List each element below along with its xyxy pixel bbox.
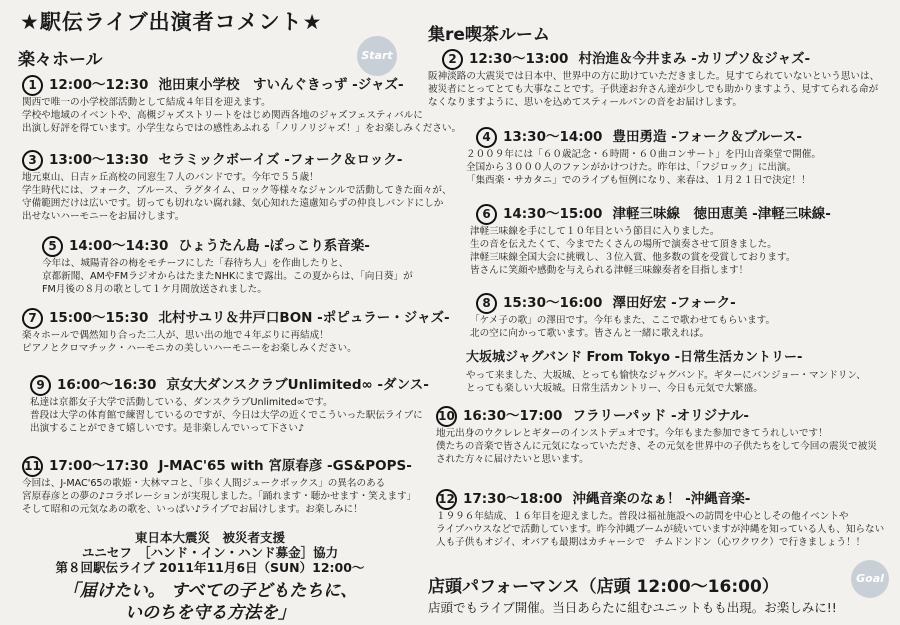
performance-item-3 — [22, 148, 452, 223]
slot-time: 17:30～18:00 — [463, 491, 563, 507]
performance-item-6 — [470, 202, 831, 277]
performer-name: 大坂城ジャグバンド From Tokyo -日常生活カントリー- — [466, 350, 803, 365]
performer-comment: 地元東山、日吉ヶ丘高校の同窓生７人のバンドです。今年で５５歳！ 学生時代には、フォーク、ブルース、ラグタイム、ロック等様々なジャンルで活動してきた面々が、 守備範囲だけは広いです。切っても切れない腐れ縁、気心知れた遠慮知らずの仲良しバンドにしか 出せないハーモニーをお届けします。 — [22, 171, 452, 222]
slot-number-badge: 7 — [22, 308, 43, 329]
performance-item-9 — [30, 373, 429, 435]
slot-number-badge: 3 — [22, 150, 43, 171]
performer-name: 村治進＆今井まみ -カリプソ＆ジャズ- — [578, 51, 811, 67]
slot-time: 12:30～13:00 — [469, 51, 569, 67]
performer-comment: 地元出身のウクレレとギターのインストデュオです。今年もまた参加できてうれしいです！ 僕たちの音楽で皆さんに元気になっていただき、その元気を世界中の子供たちをして今回の震災で被災 された方々に届けたいと思います。 — [436, 427, 877, 465]
performer-name: 津軽三味線 徳田恵美 -津軽三味線- — [612, 206, 831, 222]
slot-time: 17:00～17:30 — [49, 458, 149, 474]
performance-item-jug-band — [466, 346, 866, 395]
slot-number-badge: 10 — [436, 406, 457, 427]
page-title: ★駅伝ライブ出演者コメント★ — [20, 10, 323, 34]
performer-name: フラリーパッド -オリジナル- — [572, 408, 750, 424]
slot-number-badge: 5 — [42, 236, 63, 257]
slot-time: 13:30～14:00 — [503, 129, 603, 145]
storefront-performance-desc: 店頭でもライブ開催。当日あらたに組むユニットもも出現。お楽しみに!! — [428, 600, 837, 615]
performer-comment: １９９６年結成、１６年目を迎えました。普段は福祉施設への訪問を中心としその他イベントや ライブハウスなどで活動しています。昨今沖縄ブームが続いていますが沖縄を知っている人も、知らない 人も子供もオジイ、オバアも最期はカチャーシで チムドンドン（心ワクワク）で行きましょう！！ — [436, 510, 885, 548]
performance-item-11 — [22, 454, 416, 516]
storefront-performance-title: 店頭パフォーマンス（店頭 12:00～16:00） — [428, 577, 779, 597]
slot-time: 13:00～13:30 — [49, 152, 149, 168]
slot-time: 12:00～12:30 — [49, 77, 149, 93]
slogan: 「届けたい。 すべての子どもたちに、 いのちを守る方法を」 — [62, 581, 358, 623]
goal-stamp: Goal — [851, 560, 889, 598]
start-stamp: Start — [357, 36, 397, 76]
performer-comment: 津軽三味線を手にして１０年目という節目に入りました。 生の音を伝えたくて、今までたくさんの場所で演奏させて頂きました。 津軽三味線全国大会に挑戦し、３位入賞、他多数の賞を受賞しております。 皆さんに笑顔や感動を与えられる津軽三味線奏者を目指します！ — [470, 225, 796, 276]
slot-time: 16:30～17:00 — [463, 408, 563, 424]
performer-name: 豊田勇造 -フォーク＆ブルース- — [612, 129, 802, 145]
slot-time: 14:30～15:00 — [503, 206, 603, 222]
performer-name: J-MAC'65 with 宮原春彦 -GS&POPS- — [158, 458, 412, 474]
slot-number-badge: 8 — [476, 293, 497, 314]
performer-comment: 関西で唯一の小学校部活動として結成４年目を迎えます。 学校や地域のイベントや、高槻ジャズストリートをはじめ関西各地のジャズフェスティバルに 出演し好評を得ています。小学生ならではの感性あふれる「ノリノリジャズ！」をお楽しみください。 — [22, 96, 462, 134]
slot-number-badge: 1 — [22, 75, 43, 96]
performance-item-8 — [470, 291, 775, 340]
performance-item-2 — [428, 47, 879, 109]
performer-comment: 楽々ホールで偶然知り合った二人が、思い出の地で４年ぶりに再結成！ ピアノとクロマチック・ハーモニカの美しいハーモニーをお楽しみください。 — [22, 329, 357, 354]
performer-name: 澤田好宏 -フォーク- — [612, 295, 736, 311]
performer-name: 池田東小学校 すいんぐきっず -ジャズ- — [158, 77, 404, 93]
venue-title-right: 集re喫茶ルーム — [428, 25, 550, 45]
slot-number-badge: 9 — [30, 375, 51, 396]
performer-comment: 「ケメ子の歌」の澤田です。今年もまた、ここで歌わせてもらいます。 北の空に向かって歌います。皆さんと一緒に歌えれば。 — [470, 314, 776, 339]
performance-item-12 — [436, 487, 884, 549]
event-info: 東日本大震災 被災者支援 ユニセフ ［ハンド・イン・ハンド募金］協力 第８回駅伝ライブ 2011年11月6日（SUN）12:00～ — [55, 530, 365, 575]
slot-number-badge: 2 — [442, 49, 463, 70]
performer-comment: 私達は京都女子大学で活動している、ダンスクラブUnlimited∞です。 普段は大学の体育館で練習しているのですが、今日は大学の近くでこういった駅伝ライブに 出演することができて嬉しいです。是非楽しんでいって下さい♪ — [30, 396, 423, 434]
slot-time: 15:00～15:30 — [49, 310, 149, 326]
slot-number-badge: 11 — [22, 456, 43, 477]
slot-time: 15:30～16:00 — [503, 295, 603, 311]
performance-item-1 — [22, 73, 461, 135]
performer-comment: 今回は、J-MAC'65の歌姫・大林マコと、「歩く人間ジュークボックス」の異名のある 宮原春彦との夢の♪コラボレーションが実現しました。「踊れます・聴かせます・笑えます」 そして昭和の元気なあの歌を、いっぱい♪ライブでお届けします。お楽しみに！ — [22, 477, 417, 515]
performer-name: セラミックボーイズ -フォーク＆ロック- — [158, 152, 403, 168]
performance-item-5 — [42, 234, 413, 296]
performance-item-7 — [22, 306, 450, 355]
performer-comment: 今年は、城陽青谷の梅をモチーフにした「春待ち人」を作曲したりと、 京都新聞、AMやFMラジオからはたまたNHKにまで露出。この夏からは、「向日葵」が FM月後の８月の歌として１ケ月間放送されました。 — [42, 257, 413, 295]
performance-item-10 — [436, 404, 877, 466]
performer-name: 沖縄音楽のなぁ！ -沖縄音楽- — [572, 491, 751, 507]
slot-number-badge: 4 — [476, 127, 497, 148]
performer-comment: やって来ました、大坂城、とっても愉快なジャグバンド。ギターにバンジョー・マンドリン、 とっても楽しい大坂城。日常生活カントリー、今日も元気で大繁盛。 — [466, 370, 866, 394]
performer-name: ひょうたん島 -ぽっこり系音楽- — [178, 238, 370, 254]
slot-number-badge: 12 — [436, 489, 457, 510]
performer-comment: ２００９年には「６０歳記念・６時間・６０曲コンサート」を円山音楽堂で開催。 全国から３０００人のファンがかけつけた。昨年は、「フジロック」に出演。 「集酉楽・サカタニ」でのライブも恒例になり、来春は、１月２１日で決定！！ — [466, 148, 821, 186]
slot-time: 16:00～16:30 — [57, 377, 157, 393]
slot-number-badge: 6 — [476, 204, 497, 225]
venue-title-left: 楽々ホール — [18, 50, 103, 70]
performer-comment: 阪神淡路の大震災では日本中、世界中の方に助けていただきました。見すてられていないという思いは、 被災者にとってとても大事なことです。子供達お弁さん達が少しでも助かりますよう、見すてられる命が なくなりますように、思いを込めてスティールパンの音をお届けします。 — [428, 70, 880, 108]
performer-name: 北村サユリ＆井戸口BON -ポピュラー・ジャズ- — [158, 310, 450, 326]
slot-time: 14:00～14:30 — [69, 238, 169, 254]
performer-name: 京女大ダンスクラブUnlimited∞ -ダンス- — [166, 377, 429, 393]
performance-item-4 — [466, 125, 821, 187]
